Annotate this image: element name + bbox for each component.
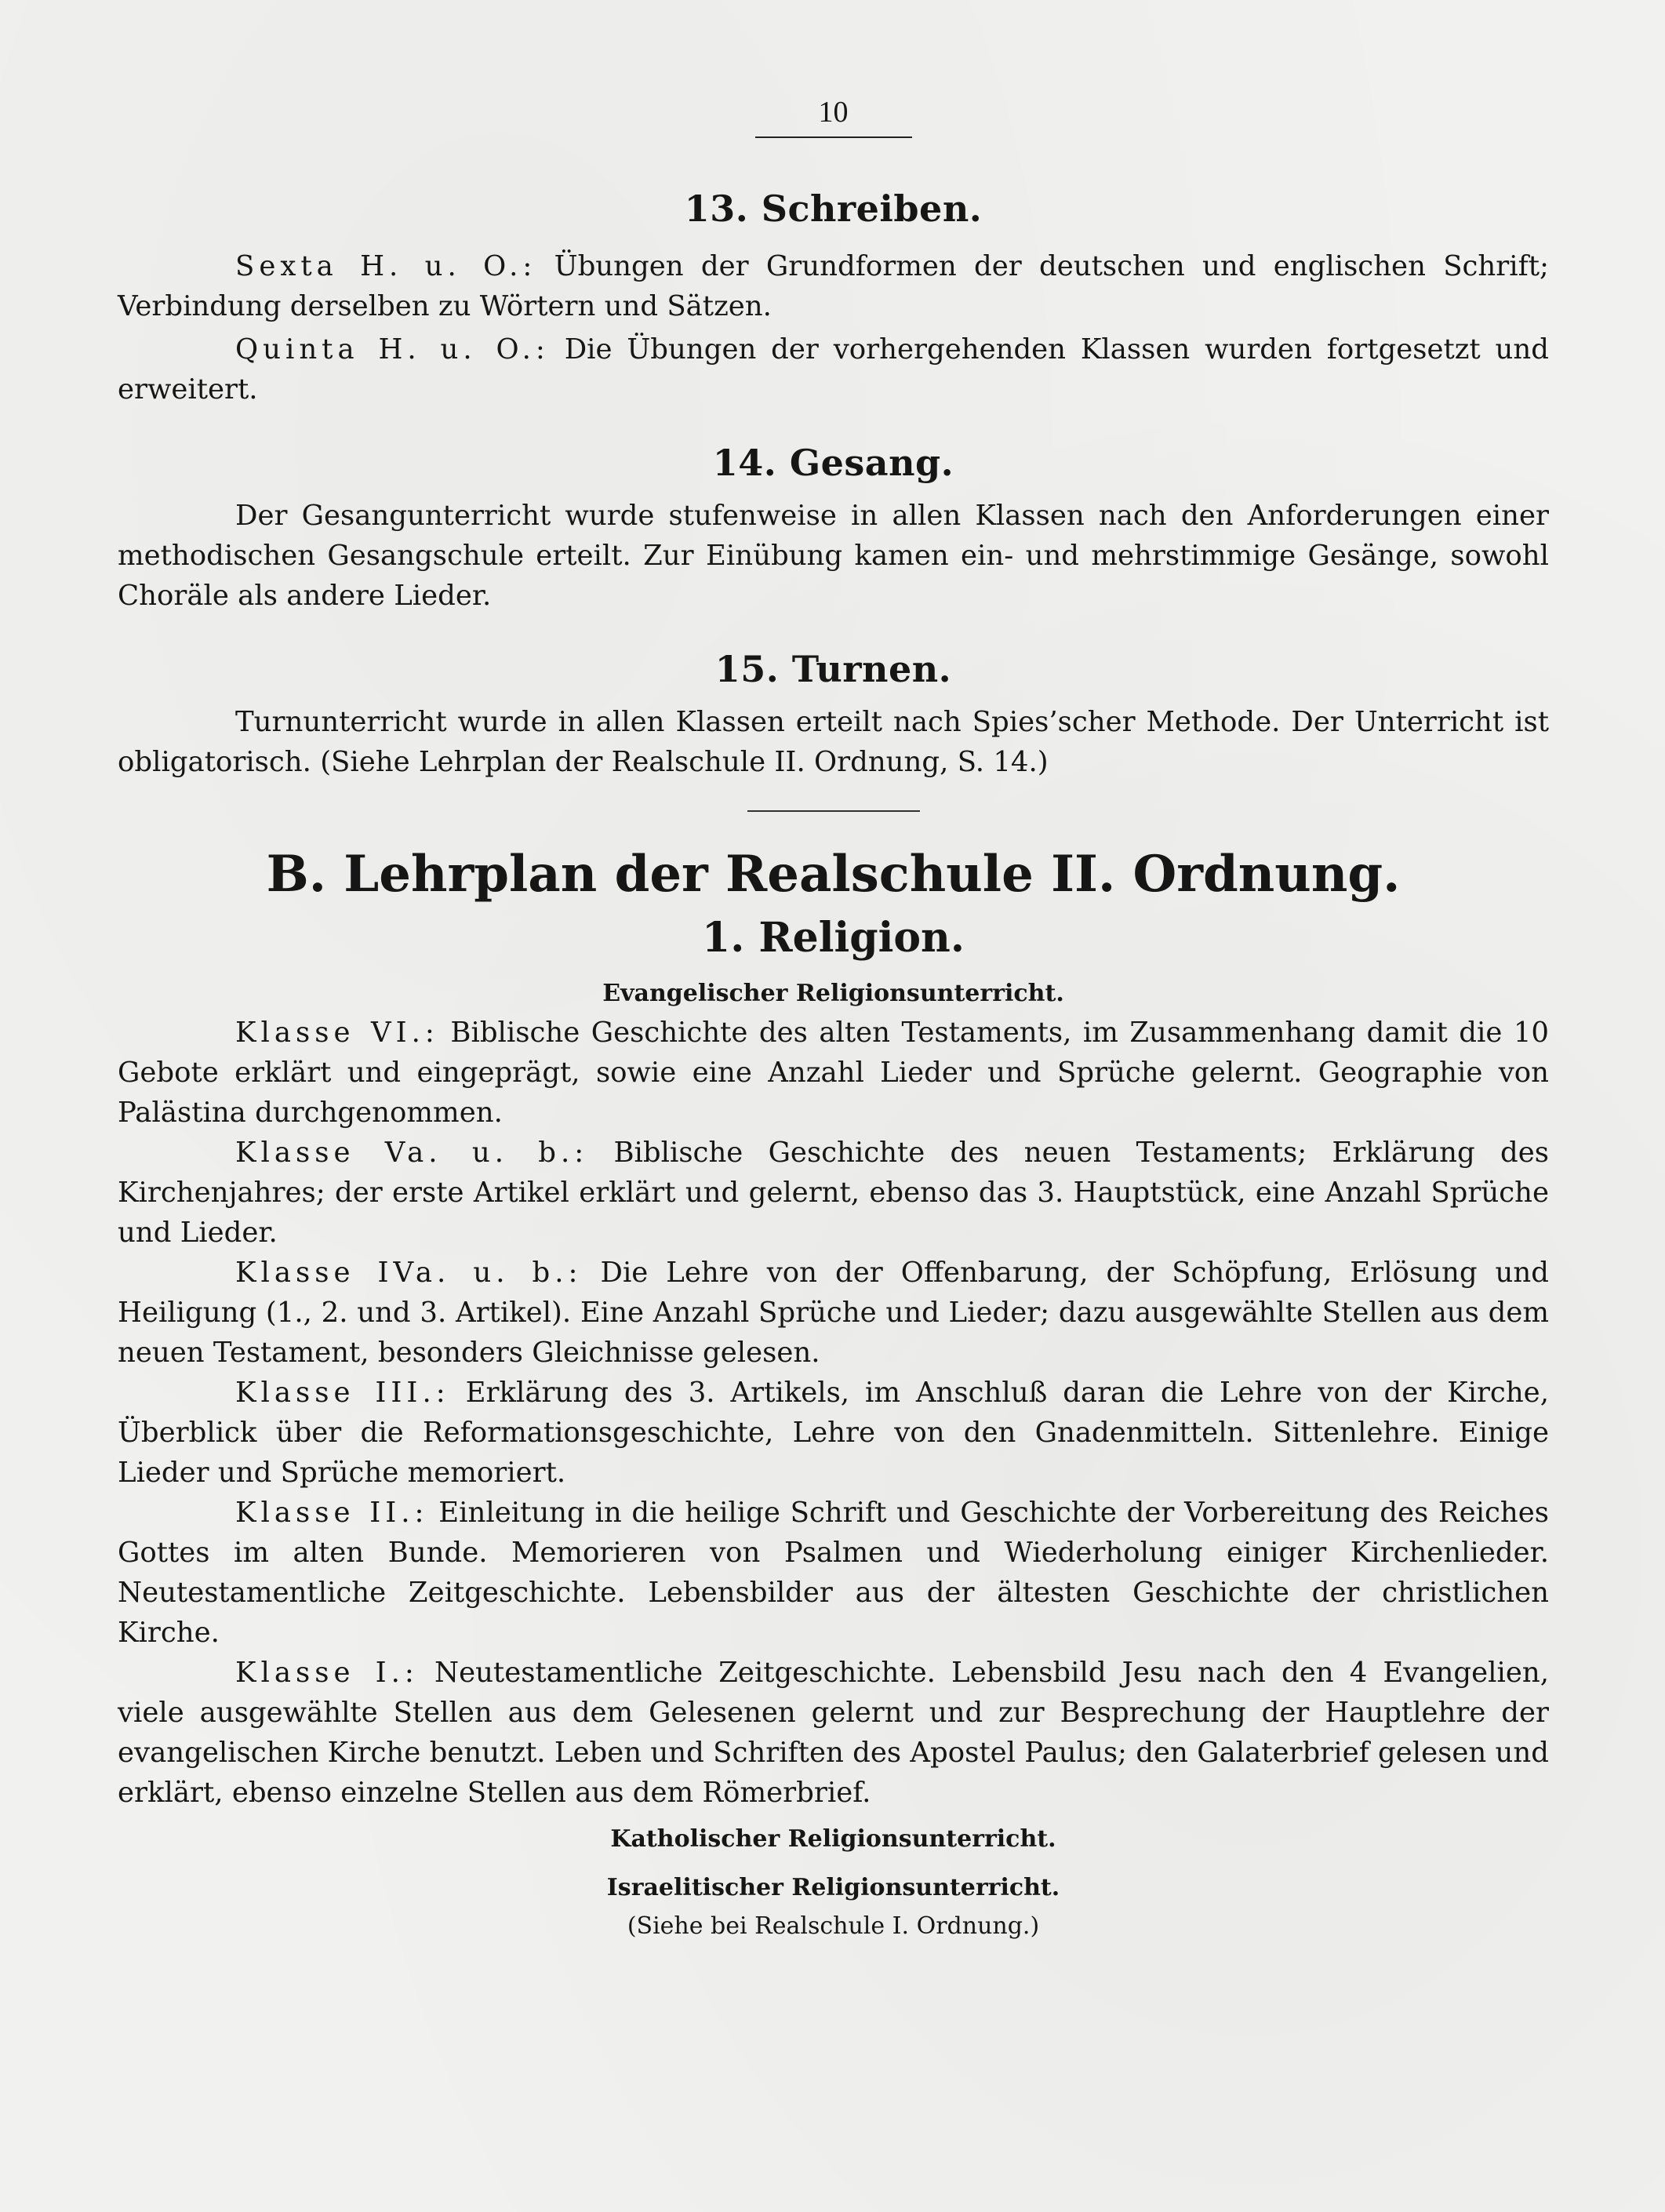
evangelical-heading: Evangelischer Religionsunterricht.: [602, 980, 1064, 1007]
catholic-heading: Katholischer Religionsunterricht.: [610, 1825, 1056, 1853]
cross-reference-note: (Siehe bei Realschule I. Ordnung.): [627, 1912, 1040, 1940]
section-heading-gesang: 14. Gesang.: [712, 442, 954, 484]
paragraph-klasse-iii: [118, 1373, 1549, 1493]
paragraph-text: Einleitung in die heilige Schrift und Geschichte der Vorbereitung des Reiches Gottes im alten Bunde. Memorieren von Psalmen und Wiederholung einiger Kirchenlieder. Neutestamentliche Zeitgeschichte. Lebensbilder aus der ältesten Geschichte der christlichen Kirche.: [118, 1497, 1549, 1649]
paragraph-gesang: Der Gesangunterricht wurde stufenweise in allen Klassen nach den Anforderungen einer methodischen Gesangschule erteilt. Zur Einübung kamen ein- und mehrstimmige Gesänge, sowohl Choräle als andere Lieder.: [118, 500, 1549, 612]
class-lead: Klasse I.:: [235, 1657, 419, 1689]
paragraph-klasse-va: [118, 1133, 1549, 1253]
page-number-rule: [755, 136, 912, 138]
paragraph-text: Erklärung des 3. Artikels, im Anschluß daran die Lehre von der Kirche, Überblick über die Reformationsgeschichte, Lehre von den Gnadenmitteln. Sittenlehre. Einige Lieder und Sprüche memoriert.: [118, 1377, 1549, 1489]
paragraph-klasse-vi: [118, 1013, 1549, 1133]
paragraph-turnen: Turnunterricht wurde in allen Klassen erteilt nach Spies’scher Methode. Der Unterricht ist obligatorisch. (Siehe Lehrplan der Realschule II. Ordnung, S. 14.): [118, 706, 1549, 778]
israelite-heading: Israelitischer Religionsunterricht.: [606, 1874, 1060, 1901]
section-heading-religion: 1. Religion.: [702, 914, 965, 962]
paragraph-klasse-iva: [118, 1253, 1549, 1373]
page-number: 10: [818, 96, 849, 129]
part-heading: B. Lehrplan der Realschule II. Ordnung.: [266, 845, 1401, 904]
paragraph-schreiben-sexta: [118, 246, 1549, 326]
paragraph-klasse-ii: [118, 1493, 1549, 1653]
paragraph-text: Neutestamentliche Zeitgeschichte. Lebensbild Jesu nach den 4 Evangelien, viele ausgewählte Stellen aus dem Gelesenen gelernt und zur Besprechung der Hauptlehre der evangelischen Kirche benutzt. Leben und Schriften des Apostel Paulus; den Galaterbrief gelesen und erklärt, ebenso einzelne Stellen aus dem Römerbrief.: [118, 1657, 1549, 1809]
class-lead: Sexta H. u. O.:: [235, 250, 537, 282]
paragraph-klasse-i: [118, 1653, 1549, 1813]
paragraph-schreiben-quinta: [118, 329, 1549, 409]
paragraph-text: Die Übungen der vorhergehenden Klassen wurden fortgesetzt und erweitert.: [118, 333, 1549, 406]
class-lead: Klasse II.:: [235, 1497, 429, 1529]
paragraph-text: Biblische Geschichte des alten Testaments, im Zusammenhang damit die 10 Gebote erklärt und eingeprägt, sowie eine Anzahl Lieder und Sprüche gelernt. Geographie von Palästina durchgenommen.: [118, 1017, 1549, 1129]
paragraph-text: Die Lehre von der Offenbarung, der Schöpfung, Erlösung und Heiligung (1., 2. und 3. Artikel). Eine Anzahl Sprüche und Lieder; dazu ausgewählte Stellen aus dem neuen Testament, besonders Gleichnisse gelesen.: [118, 1257, 1550, 1369]
section-heading-schreiben: 13. Schreiben.: [684, 187, 983, 230]
class-lead: Klasse III.:: [235, 1377, 450, 1409]
class-lead: Klasse VI.:: [235, 1017, 439, 1049]
class-lead: Klasse IVa. u. b.:: [235, 1257, 583, 1289]
paragraph-text: Biblische Geschichte des neuen Testaments; Erklärung des Kirchenjahres; der erste Artikel erklärt und gelernt, ebenso das 3. Hauptstück, eine Anzahl Sprüche und Lieder.: [118, 1137, 1549, 1249]
class-lead: Quinta H. u. O.:: [235, 333, 550, 366]
section-divider: [747, 810, 920, 812]
section-heading-turnen: 15. Turnen.: [714, 648, 952, 690]
class-lead: Klasse Va. u. b.:: [235, 1137, 589, 1169]
paragraph-text: Übungen der Grundformen der deutschen und englischen Schrift; Verbindung derselben zu Wörtern und Sätzen.: [118, 250, 1549, 322]
